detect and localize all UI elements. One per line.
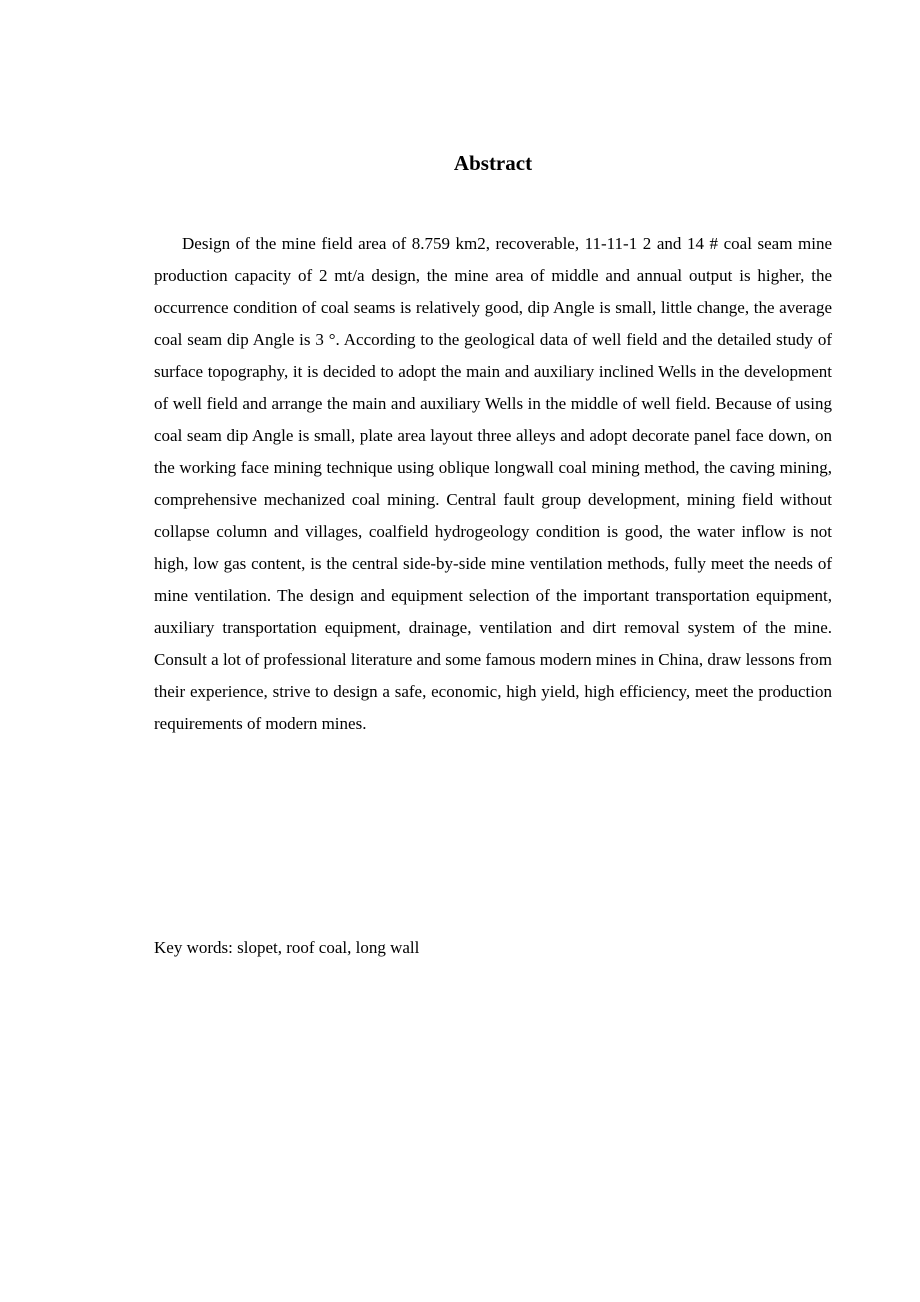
page-title: Abstract bbox=[453, 151, 533, 175]
keywords-line: Key words: slopet, roof coal, long wall bbox=[154, 938, 420, 957]
abstract-paragraph: Design of the mine field area of 8.759 km2, recoverable, 11-11-1 2 and 14 # coal seam mine production capacity of 2 mt/a design, the mine area of middle and annual output is higher, the occurrence condition of coal seams is relatively good, dip Angle is small, little change, the average coal seam dip Angle is 3 °. According to the geological data of well field and the detailed study of surface topography, it is decided to adopt the main and auxiliary inclined Wells in the development of well field and arrange the main and auxiliary Wells in the middle of well field. Because of using coal seam dip Angle is small, plate area layout three alleys and adopt decorate panel face down, on the working face mining technique using oblique longwall coal mining method, the caving mining, comprehensive mechanized coal mining. Central fault group development, mining field without collapse column and villages, coalfield hydrogeology condition is good, the water inflow is not high, low gas content, is the central side-by-side mine ventilation methods, fully meet the needs of mine ventilation. The design and equipment selection of the important transportation equipment, auxiliary transportation equipment, drainage, ventilation and dirt removal system of the mine. Consult a lot of professional literature and some famous modern mines in China, draw lessons from their experience, strive to design a safe, economic, high yield, high efficiency, meet the production requirements of modern mines. bbox=[154, 234, 832, 733]
